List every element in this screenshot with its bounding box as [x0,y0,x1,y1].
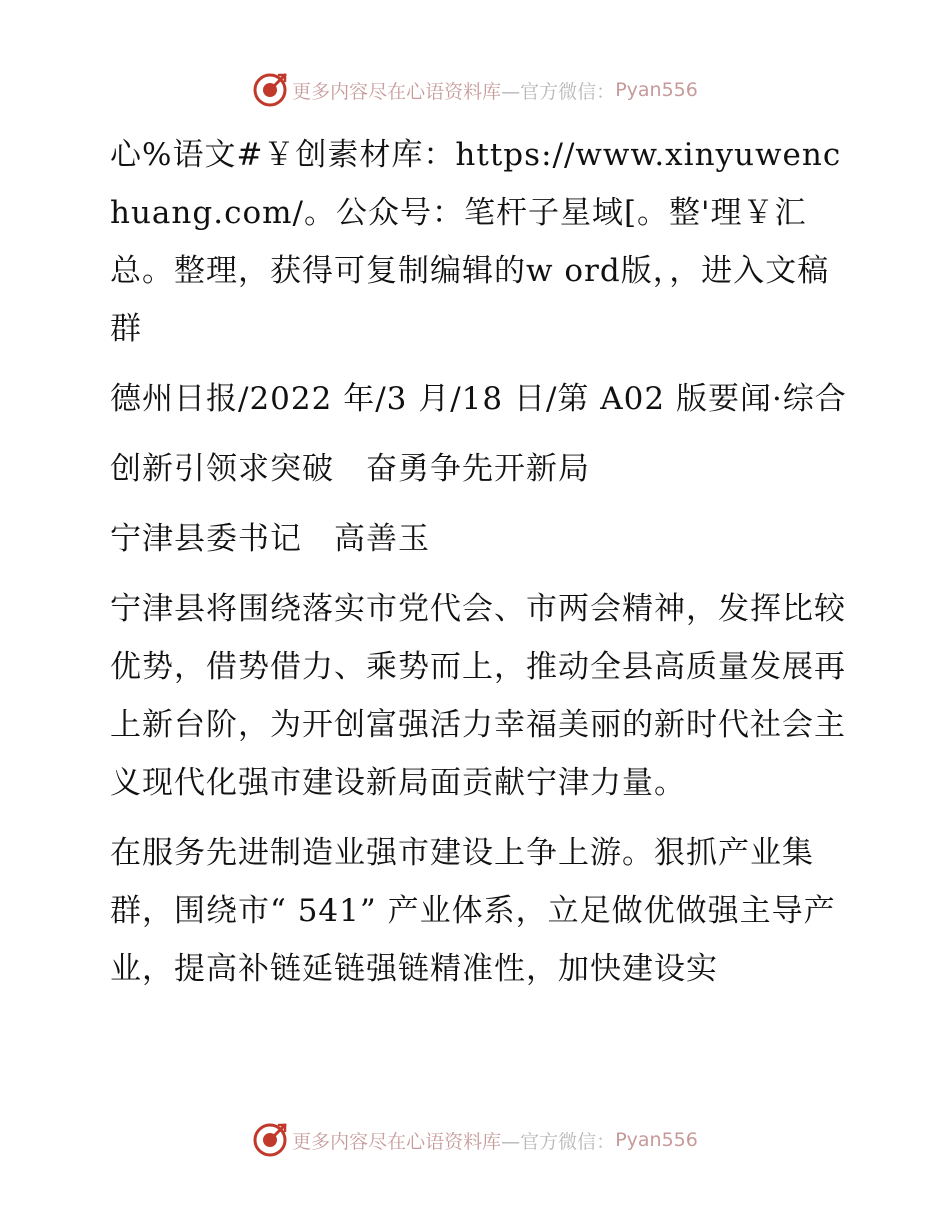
article-byline: 宁津县委书记 高善玉 [110,521,430,557]
brand-logo-icon [252,72,288,108]
watermark-lead-text: 更多内容尽在心语资料库 [292,1130,502,1153]
dateline: 德州日报/2022 年/3 月/18 日/第 A02 版要闻·综合 [110,381,847,417]
watermark-header [0,70,950,110]
source-notice: 心%语文#￥创素材库：https://www.xinyuwenchuang.com/。公众号：笔杆子星域[。整'理￥汇总。整理，获得可复制编辑的w ord版，，进入文稿群 [110,137,842,347]
watermark-footer [0,1120,950,1160]
watermark-contact-id: Pyan556 [615,79,698,101]
watermark-lead-text: 更多内容尽在心语资料库 [292,80,502,103]
watermark-contact-text: —官方微信： [501,1130,616,1153]
brand-logo-icon [252,1122,288,1158]
paragraph-2: 在服务先进制造业强市建设上争上游。狠抓产业集群，围绕市“ 541” 产业体系，立足做优做强主导产业，提高补链延链强链精准性，加快建设实 [110,835,836,987]
paragraph-1: 宁津县将围绕落实市党代会、市两会精神，发挥比较优势，借势借力、乘势而上，推动全县高质量发展再上新台阶，为开创富强活力幸福美丽的新时代社会主义现代化强市建设新局面贡献宁津力量。 [110,591,846,801]
document-body [98,126,858,1010]
watermark-contact-text: —官方微信： [501,80,616,103]
watermark-contact-id: Pyan556 [615,1129,698,1151]
article-title: 创新引领求突破 奋勇争先开新局 [110,451,590,487]
